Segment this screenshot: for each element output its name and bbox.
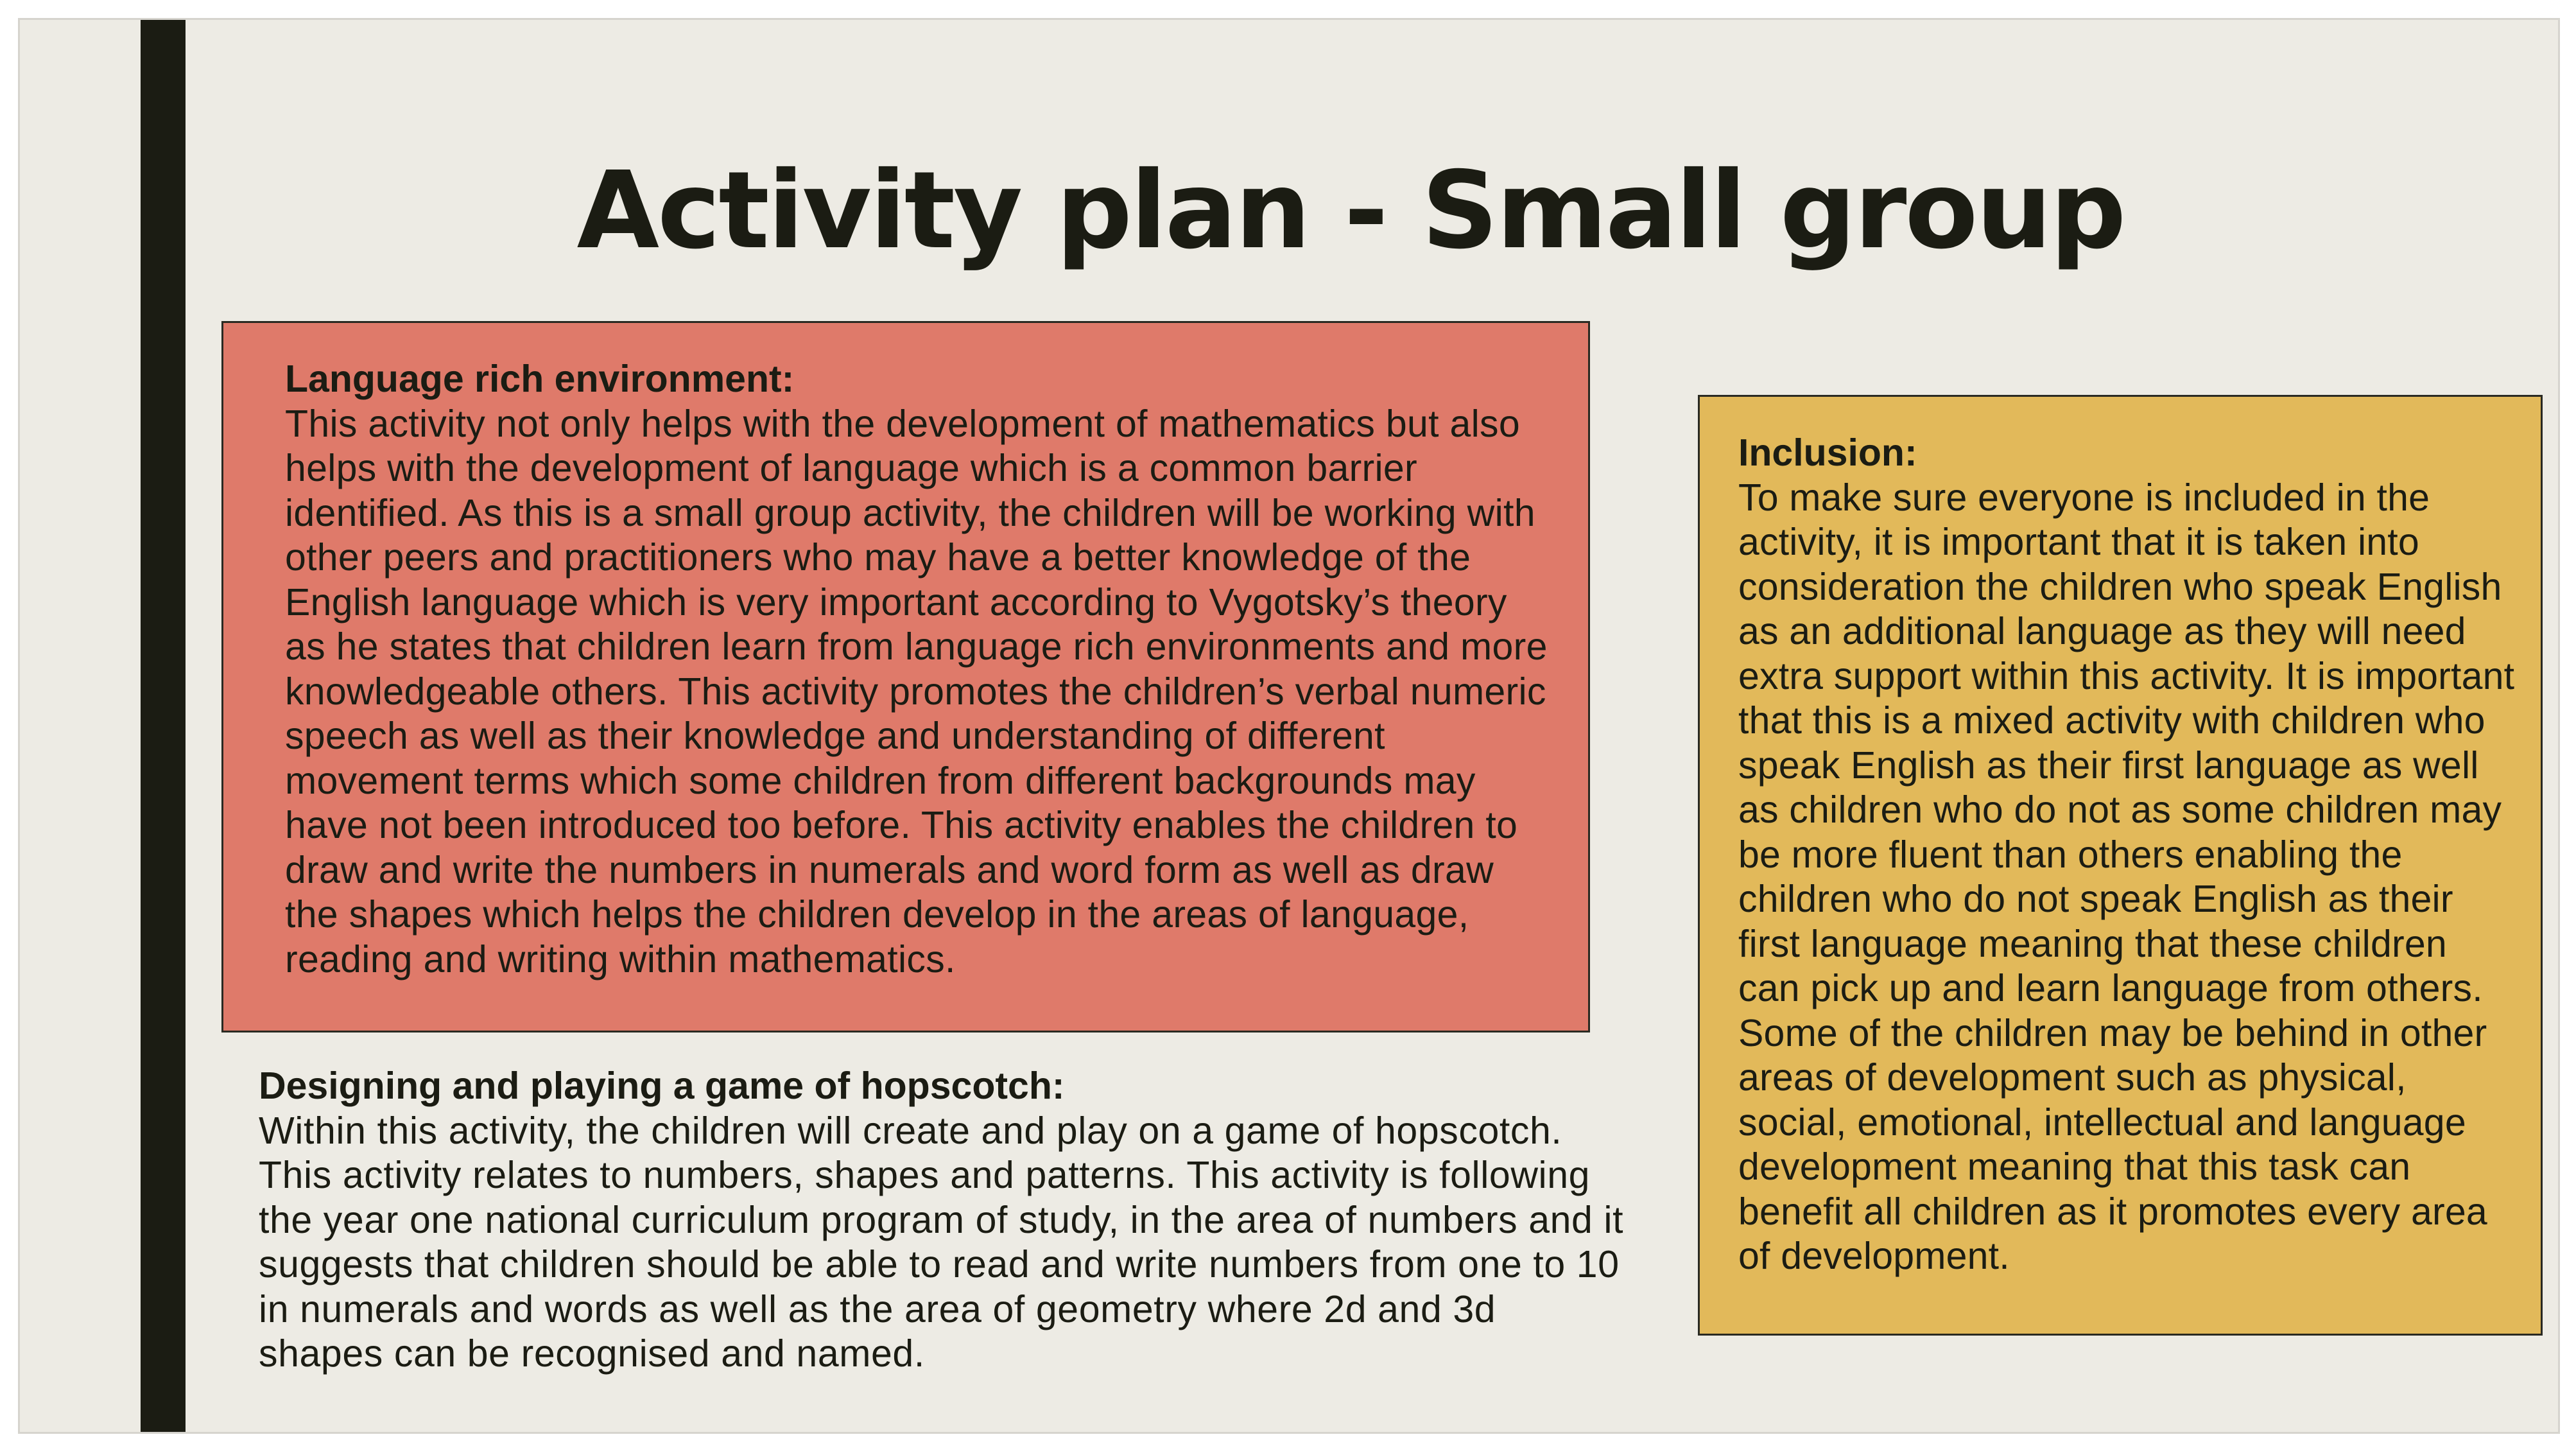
hopscotch-text-block [259,1064,1626,1377]
accent-bar [141,20,186,1432]
slide-title: Activity plan - Small group [576,149,2125,273]
inclusion-box-heading: Inclusion: [1738,431,1917,474]
inclusion-box-body: To make sure everyone is included in the activity, it is important that it is taken into consideration the children who speak English as an additional language as they will need extra support within this activity. It is important that this is a mixed activity with children who speak English as their first language as well as children who do not as some children may be more fluent than others enabling the children who do not speak English as their first language meaning that these children can pick up and learn language from others. Some of the children may be behind in other areas of development such as physical, social, emotional, intellectual and language development meaning that this task can benefit all children as it promotes every area of development. [1738,476,2515,1277]
presentation-slide [20,20,2558,1432]
inclusion-box [1698,395,2543,1336]
hopscotch-body: Within this activity, the children will create and play on a game of hopscotch. This activity relates to numbers, shapes and patterns. This activity is following the year one national curriculum program of study, in the area of numbers and it suggests that children should be able to read and write numbers from one to 10 in numerals and words as well as the area of geometry where 2d and 3d shapes can be recognised and named. [259,1109,1624,1375]
language-box-heading: Language rich environment: [285,358,795,400]
language-box-body: This activity not only helps with the development of mathematics but also helps with the development of language which is a common barrier identified. As this is a small group activity, the children will be working with other peers and practitioners who may have a better knowledge of the English language which is very important according to Vygotsky’s theory as he states that children learn from language rich environments and more knowledgeable others. This activity promotes the children’s verbal numeric speech as well as their knowledge and understanding of different movement terms which some children from different backgrounds may have not been introduced too before. This activity enables the children to draw and write the numbers in numerals and word form as well as draw the shapes which helps the children develop in the areas of language, reading and writing within mathematics. [285,402,1548,980]
language-rich-environment-box [221,321,1590,1032]
hopscotch-heading: Designing and playing a game of hopscotch: [259,1065,1065,1107]
